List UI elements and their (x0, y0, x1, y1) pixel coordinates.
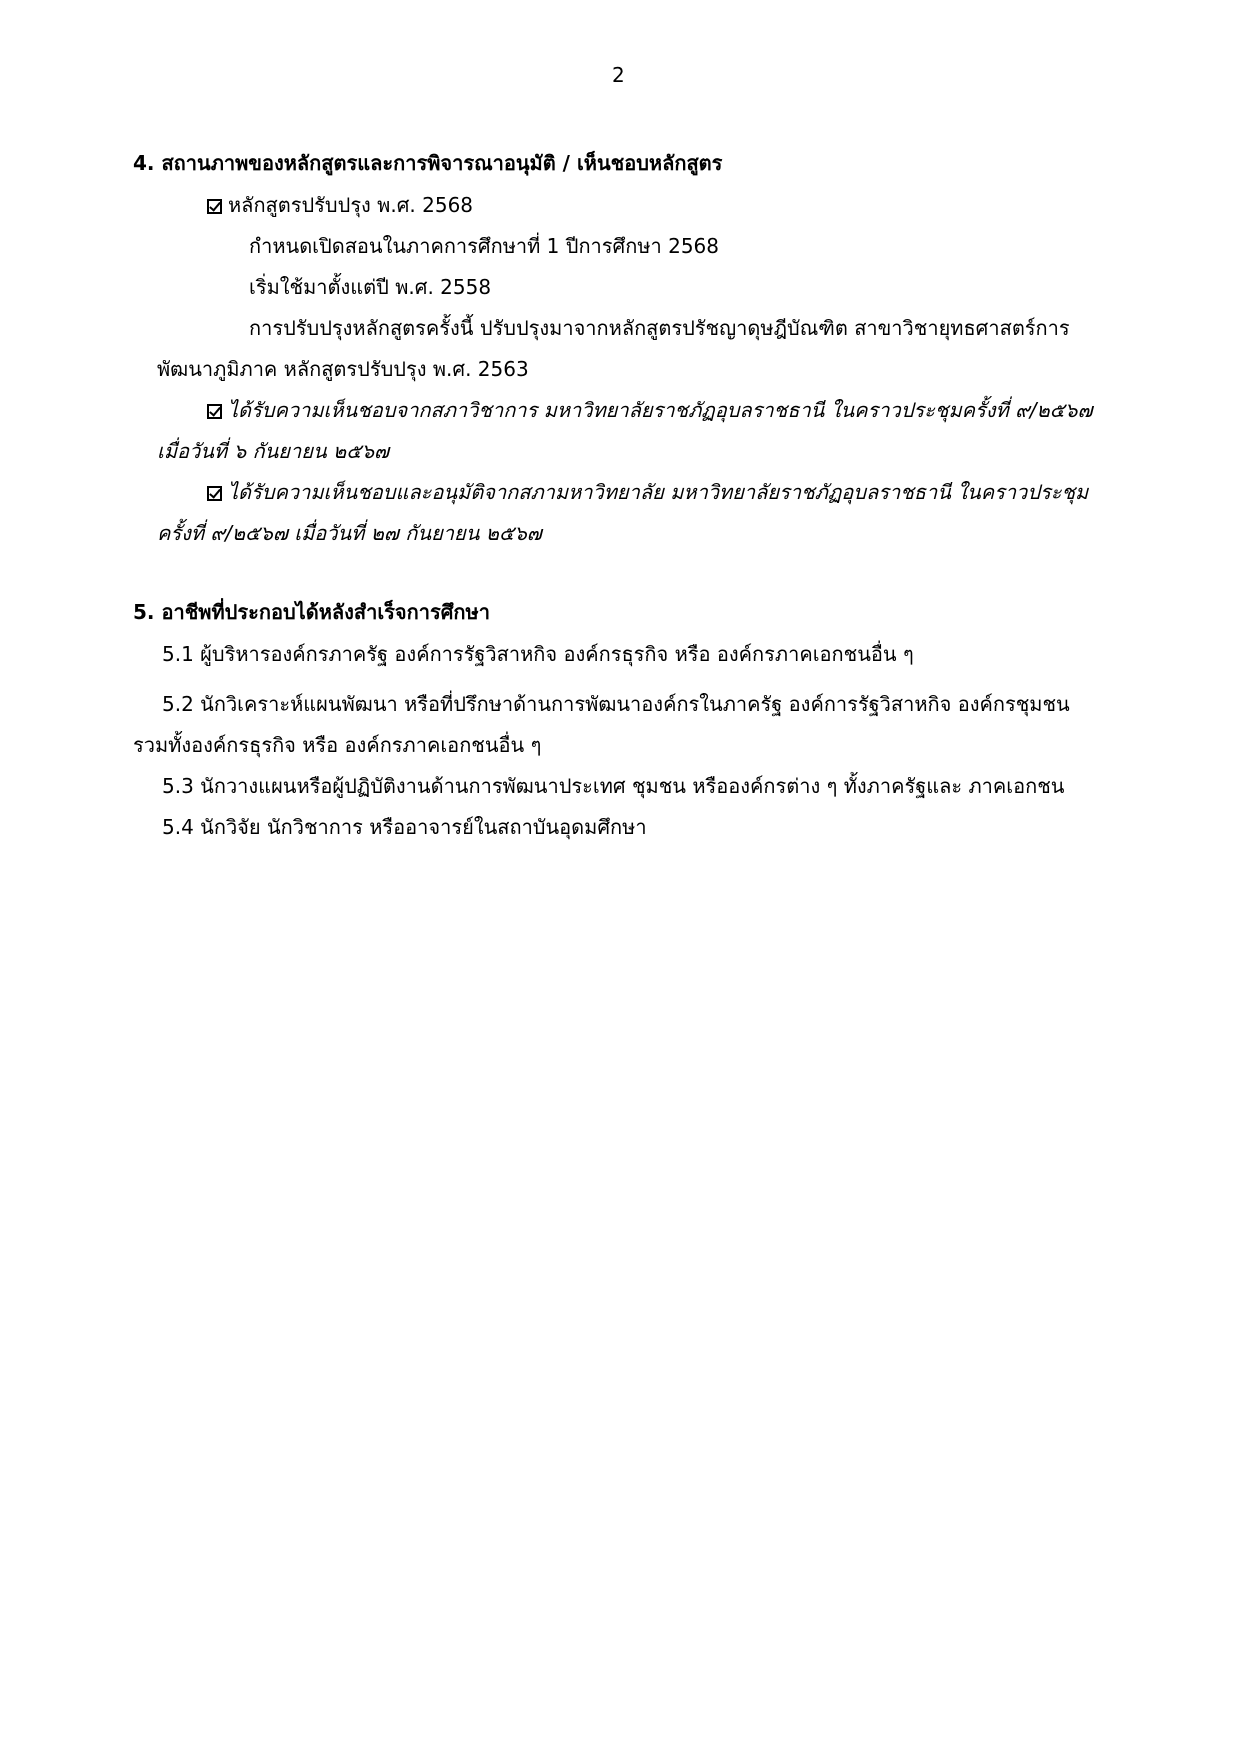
checkbox-checked-icon (207, 404, 222, 419)
career-item: 5.2 นักวิเคราะห์แผนพัฒนา หรือที่ปรึกษาด้านการพัฒนาองค์กรในภาครัฐ องค์การรัฐวิสาหกิจ องค์กรชุมชน (162, 692, 1070, 716)
academic-council-approval-text: ได้รับความเห็นชอบจากสภาวิชาการ มหาวิทยาลัยราชภัฏอุบลราชธานี ในคราวประชุมครั้งที่ ๙/๒๕๖๗ (228, 398, 1093, 422)
section-5-heading: 5. อาชีพที่ประกอบได้หลังสำเร็จการศึกษา (133, 600, 490, 624)
checkbox-checked-icon (207, 199, 222, 214)
university-council-approval-item (207, 477, 1088, 507)
curriculum-revised-label: หลักสูตรปรับปรุง พ.ศ. 2568 (228, 193, 474, 217)
university-council-approval-text: ได้รับความเห็นชอบและอนุมัติจากสภามหาวิทยาลัย มหาวิทยาลัยราชภัฏอุบลราชธานี ในคราวประชุม (228, 480, 1089, 504)
checkbox-checked-icon (207, 486, 222, 501)
university-council-approval-date: ครั้งที่ ๙/๒๕๖๗ เมื่อวันที่ ๒๗ กันยายน ๒๕๖๗ (157, 521, 542, 545)
academic-council-approval-date: เมื่อวันที่ ๖ กันยายน ๒๕๖๗ (157, 439, 390, 463)
career-item-cont: รวมทั้งองค์กรธุรกิจ หรือ องค์กรภาคเอกชนอื่น ๆ (133, 733, 542, 757)
page-number: 2 (612, 63, 625, 87)
curriculum-start-line: กำหนดเปิดสอนในภาคการศึกษาที่ 1 ปีการศึกษา 2568 (249, 234, 719, 258)
section-4-heading: 4. สถานภาพของหลักสูตรและการพิจารณาอนุมัติ / เห็นชอบหลักสูตร (133, 151, 723, 175)
curriculum-first-use-line: เริ่มใช้มาตั้งแต่ปี พ.ศ. 2558 (249, 275, 492, 299)
curriculum-revised-item (207, 190, 473, 220)
academic-council-approval-item (207, 395, 1093, 425)
career-item: 5.3 นักวางแผนหรือผู้ปฏิบัติงานด้านการพัฒนาประเทศ ชุมชน หรือองค์กรต่าง ๆ ทั้งภาครัฐและ ภาคเอกชน (162, 774, 1065, 798)
career-item: 5.1 ผู้บริหารองค์กรภาครัฐ องค์การรัฐวิสาหกิจ องค์กรธุรกิจ หรือ องค์กรภาคเอกชนอื่น ๆ (162, 642, 914, 666)
career-item: 5.4 นักวิจัย นักวิชาการ หรืออาจารย์ในสถาบันอุดมศึกษา (162, 815, 647, 839)
curriculum-revision-line-cont: พัฒนาภูมิภาค หลักสูตรปรับปรุง พ.ศ. 2563 (157, 357, 529, 381)
curriculum-revision-line: การปรับปรุงหลักสูตรครั้งนี้ ปรับปรุงมาจากหลักสูตรปรัชญาดุษฎีบัณฑิต สาขาวิชายุทธศาสตร์การ (249, 316, 1070, 340)
